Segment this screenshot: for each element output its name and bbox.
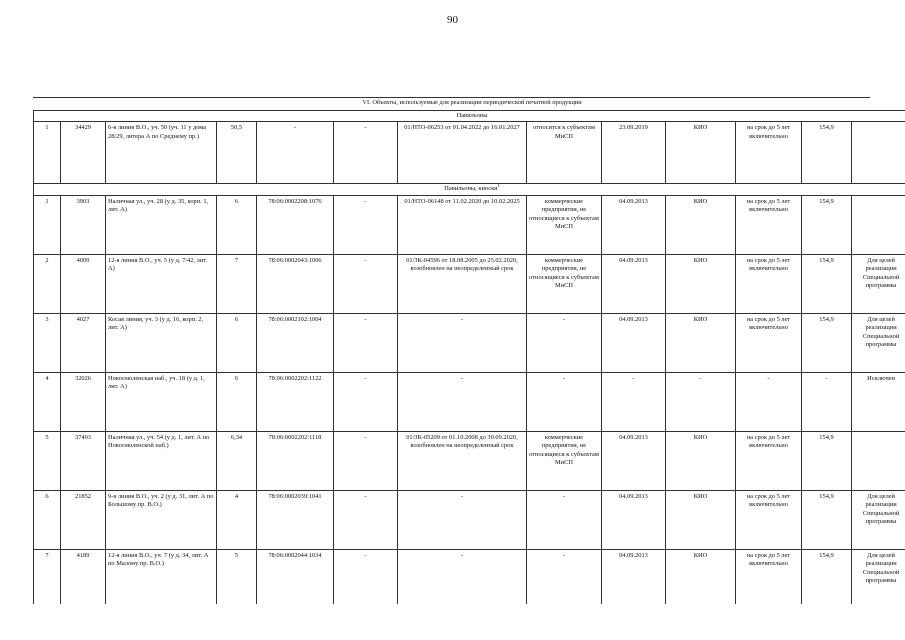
object-address: Косая линия, уч. 3 (у д. 16, корп. 2, лит. А) <box>106 313 217 372</box>
cadastral-number: 78:06:0002044:1034 <box>257 549 334 604</box>
subject-category: - <box>527 372 602 431</box>
subject-category: относится к субъектам МиСП <box>527 122 602 184</box>
responsible-org: КИО <box>666 313 736 372</box>
column-placeholder: - <box>334 122 398 184</box>
cadastral-number: 78:06:0002102:1004 <box>257 313 334 372</box>
object-address: 12-я линия В.О., уч. 7 (у д. 34, лит. А по Малому пр. В.О.) <box>106 549 217 604</box>
table-row <box>34 372 905 431</box>
note-text <box>852 122 905 184</box>
inclusion-date: 04.09.2013 <box>602 431 666 490</box>
group-title-text: Павильоны, киоски <box>444 185 498 193</box>
object-id: 32026 <box>61 372 106 431</box>
price-value: 154,9 <box>802 549 852 604</box>
group-title-text: Павильоны <box>456 112 488 119</box>
contract-info: 01/ЗК-04596 от 18.08.2005 до 25.02.2020, возобновлен на неопределенный срок <box>398 254 527 313</box>
object-area: 50,5 <box>217 122 257 184</box>
column-placeholder: - <box>334 431 398 490</box>
table-row <box>34 490 905 549</box>
subject-category: коммерческие предприятия, не относящиеся к субъектам МиСП <box>527 195 602 254</box>
subject-category: - <box>527 490 602 549</box>
responsible-org: КИО <box>666 431 736 490</box>
object-address: 9-я линия В.О., уч. 2 (у д. 31, лит. А по Большому пр. В.О.) <box>106 490 217 549</box>
contract-info: 01/ЗК-05209 от 01.10.2008 до 30.09.2020, возобновлен на неопределенный срок <box>398 431 527 490</box>
object-id: 21852 <box>61 490 106 549</box>
object-address: 6-я линия В.О., уч. 50 (уч. 11 у дома 28/29, литера А по Среднему пр.) <box>106 122 217 184</box>
object-id: 4009 <box>61 254 106 313</box>
inclusion-date: 23.09.2019 <box>602 122 666 184</box>
inclusion-date: 04.09.2013 <box>602 490 666 549</box>
page-number: 90 <box>447 14 458 26</box>
inclusion-date: 04.09.2013 <box>602 195 666 254</box>
object-id: 37403 <box>61 431 106 490</box>
row-number: 7 <box>34 549 61 604</box>
lease-term: - <box>736 372 802 431</box>
note-text <box>852 195 905 254</box>
object-area: 6 <box>217 372 257 431</box>
row-number: 5 <box>34 431 61 490</box>
column-placeholder: - <box>334 549 398 604</box>
table-row <box>34 431 905 490</box>
table-row <box>34 195 905 254</box>
note-text <box>852 431 905 490</box>
group-title <box>34 111 905 122</box>
lease-term: на срок до 5 лет включительно <box>736 254 802 313</box>
cadastral-number: 78:06:0002039:1041 <box>257 490 334 549</box>
inclusion-date: 04.09.2013 <box>602 313 666 372</box>
contract-info: - <box>398 313 527 372</box>
lease-term: на срок до 5 лет включительно <box>736 122 802 184</box>
object-area: 7 <box>217 254 257 313</box>
table-row <box>34 254 905 313</box>
price-value: - <box>802 372 852 431</box>
note-text: Для целей реализации Специальной программы <box>852 490 905 549</box>
cadastral-number: 78:06:0002202:1122 <box>257 372 334 431</box>
column-placeholder: - <box>334 313 398 372</box>
price-value: 154,9 <box>802 313 852 372</box>
object-address: Новосмоленская наб., уч. 18 (у д. 1, лит. А) <box>106 372 217 431</box>
note-text: Для целей реализации Специальной программы <box>852 549 905 604</box>
column-placeholder: - <box>334 195 398 254</box>
note-text: Исключен <box>852 372 905 431</box>
cadastral-number: - <box>257 122 334 184</box>
group-title <box>34 184 905 195</box>
footnote-marker: 1 <box>497 183 500 189</box>
group-heading-row <box>34 184 905 195</box>
inclusion-date: 04.09.2013 <box>602 254 666 313</box>
inclusion-date: - <box>602 372 666 431</box>
object-area: 6,34 <box>217 431 257 490</box>
price-value: 154,9 <box>802 490 852 549</box>
responsible-org: КИО <box>666 254 736 313</box>
responsible-org: КИО <box>666 490 736 549</box>
responsible-org: КИО <box>666 122 736 184</box>
inclusion-date: 04.09.2013 <box>602 549 666 604</box>
cadastral-number: 78:06:0002202:1118 <box>257 431 334 490</box>
cadastral-number: 78:06:0002208:1076 <box>257 195 334 254</box>
table-row <box>34 313 905 372</box>
object-area: 6 <box>217 195 257 254</box>
note-text: Для целей реализации Специальной программы <box>852 313 905 372</box>
lease-term: на срок до 5 лет включительно <box>736 549 802 604</box>
contract-info: 01/НТО-06253 от 01.04.2022 до 16.01.2027 <box>398 122 527 184</box>
row-number: 3 <box>34 313 61 372</box>
object-id: 34429 <box>61 122 106 184</box>
price-value: 154,9 <box>802 122 852 184</box>
object-id: 3903 <box>61 195 106 254</box>
cadastral-number: 78:06:0002043:1006 <box>257 254 334 313</box>
price-value: 154,9 <box>802 195 852 254</box>
lease-term: на срок до 5 лет включительно <box>736 313 802 372</box>
row-number: 6 <box>34 490 61 549</box>
responsible-org: КИО <box>666 549 736 604</box>
row-number: 4 <box>34 372 61 431</box>
subject-category: коммерческие предприятия, не относящиеся к субъектам МиСП <box>527 254 602 313</box>
column-placeholder: - <box>334 254 398 313</box>
row-number: 2 <box>34 254 61 313</box>
lease-term: на срок до 5 лет включительно <box>736 195 802 254</box>
object-area: 4 <box>217 490 257 549</box>
object-area: 5 <box>217 549 257 604</box>
subject-category: - <box>527 549 602 604</box>
row-number: 1 <box>34 195 61 254</box>
subject-category: - <box>527 313 602 372</box>
section-heading-row <box>34 98 905 111</box>
responsible-org: - <box>666 372 736 431</box>
group-heading-row <box>34 111 905 122</box>
column-placeholder: - <box>334 372 398 431</box>
object-id: 4189 <box>61 549 106 604</box>
object-address: Наличная ул., уч. 54 (у д. 1, лит. А по Новосмоленской наб.) <box>106 431 217 490</box>
price-value: 154,9 <box>802 431 852 490</box>
object-address: 12-я линия В.О., уч. 5 (у д. 7/42, лит. А) <box>106 254 217 313</box>
object-area: 6 <box>217 313 257 372</box>
contract-info: 01/НТО-06148 от 11.02.2020 до 10.02.2025 <box>398 195 527 254</box>
contract-info: - <box>398 549 527 604</box>
object-id: 4027 <box>61 313 106 372</box>
section-title: VI. Объекты, используемые для реализации периодической печатной продукции <box>34 98 905 111</box>
table-row <box>34 549 905 604</box>
responsible-org: КИО <box>666 195 736 254</box>
object-address: Наличная ул., уч. 28 (у д. 35, корп. 1, лит. А) <box>106 195 217 254</box>
table-row <box>34 122 905 184</box>
subject-category: коммерческие предприятия, не относящиеся к субъектам МиСП <box>527 431 602 490</box>
contract-info: - <box>398 490 527 549</box>
note-text: Для целей реализации Специальной программы <box>852 254 905 313</box>
row-number: 1 <box>34 122 61 184</box>
price-value: 154,9 <box>802 254 852 313</box>
contract-info: - <box>398 372 527 431</box>
lease-term: на срок до 5 лет включительно <box>736 490 802 549</box>
objects-table <box>33 98 905 604</box>
column-placeholder: - <box>334 490 398 549</box>
lease-term: на срок до 5 лет включительно <box>736 431 802 490</box>
